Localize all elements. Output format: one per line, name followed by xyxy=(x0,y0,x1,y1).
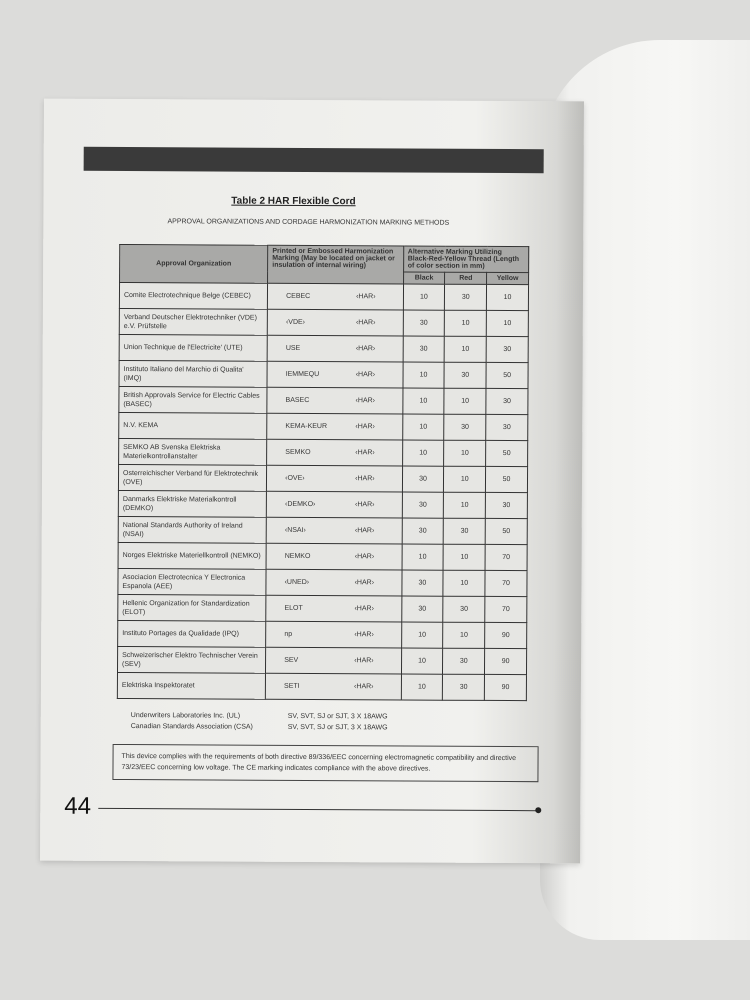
yellow-length: 50 xyxy=(486,440,528,466)
marking-code: SEV xyxy=(284,656,299,664)
yellow-length: 90 xyxy=(485,622,527,648)
red-length: 10 xyxy=(444,492,486,518)
table-title xyxy=(43,195,543,209)
yellow-length: 50 xyxy=(486,466,528,492)
black-length: 10 xyxy=(402,414,444,440)
yellow-length: 70 xyxy=(485,596,527,622)
red-length: 30 xyxy=(444,362,486,388)
black-length: 10 xyxy=(401,648,443,674)
har-mark: ‹HAR› xyxy=(354,683,374,691)
header-red: Red xyxy=(445,272,487,284)
other-org-spec: SV, SVT, SJ or SJT, 3 X 18AWG xyxy=(287,712,388,721)
har-mark: ‹HAR› xyxy=(355,397,376,405)
organization-cell: Union Technique de l'Electricite' (UTE) xyxy=(119,334,267,361)
black-length: 30 xyxy=(401,570,443,596)
table-title-text: Table 2 HAR Flexible Cord xyxy=(231,195,356,208)
har-mark: ‹HAR› xyxy=(355,345,376,353)
marking-cell xyxy=(266,647,402,674)
har-mark: ‹HAR› xyxy=(354,605,374,613)
marking-cell xyxy=(267,413,403,440)
yellow-length: 50 xyxy=(485,518,527,544)
black-length: 30 xyxy=(402,518,444,544)
red-length: 10 xyxy=(443,570,485,596)
red-length: 10 xyxy=(443,622,485,648)
black-length: 10 xyxy=(403,362,445,388)
table-row xyxy=(119,386,528,414)
marking-code: ‹OVE› xyxy=(285,474,305,482)
table-row xyxy=(119,282,528,310)
red-length: 10 xyxy=(445,310,487,336)
table-row xyxy=(118,464,527,492)
table-row xyxy=(119,412,528,440)
table-row xyxy=(119,438,528,466)
har-mark: ‹HAR› xyxy=(354,527,375,535)
organization-cell: N.V. KEMA xyxy=(119,412,267,439)
har-table xyxy=(117,244,529,701)
red-length: 10 xyxy=(443,544,485,570)
black-length: 30 xyxy=(401,596,443,622)
page-number: 44 xyxy=(64,792,92,820)
black-length: 10 xyxy=(402,440,444,466)
red-length: 30 xyxy=(445,284,487,310)
table-row xyxy=(118,490,527,518)
organization-cell: Schweizerischer Elektro Technischer Verein (SEV) xyxy=(117,646,265,673)
footer-rule xyxy=(98,808,538,811)
table-row xyxy=(118,542,527,570)
organization-cell: Instituto Portages da Qualidade (IPQ) xyxy=(118,620,266,647)
ce-compliance-notice: This device complies with the requirements of both directive 89/336/EEC concerning electromagnetic compatibility and directive 73/23/EEC concerning low voltage. The CE marking indicates compliance with the above directives. xyxy=(112,744,538,782)
marking-cell xyxy=(267,309,403,336)
marking-cell xyxy=(267,387,403,414)
red-length: 30 xyxy=(443,596,485,622)
marking-code: ‹UNED› xyxy=(284,578,310,586)
header-organization: Approval Organization xyxy=(120,244,268,283)
other-org-spec: SV, SVT, SJ or SJT, 3 X 18AWG xyxy=(287,723,388,732)
har-mark: ‹HAR› xyxy=(355,319,376,327)
black-length: 10 xyxy=(401,622,443,648)
yellow-length: 30 xyxy=(486,388,528,414)
table-row xyxy=(119,334,528,362)
yellow-length: 90 xyxy=(485,648,527,674)
organization-cell: Asociacion Electrotecnica Y Electronica Espanola (AEE) xyxy=(118,568,266,595)
table-row xyxy=(118,568,527,596)
organization-cell: Hellenic Organization for Standardization (ELOT) xyxy=(118,594,266,621)
har-mark: ‹HAR› xyxy=(355,423,375,431)
yellow-length: 30 xyxy=(486,414,528,440)
header-marking: Printed or Embossed Harmonization Marking (May be located on jacket or insulation of internal wiring) xyxy=(268,245,404,284)
red-length: 10 xyxy=(444,466,486,492)
black-length: 10 xyxy=(402,388,444,414)
header-yellow: Yellow xyxy=(487,272,529,284)
marking-code: SETI xyxy=(284,682,300,690)
yellow-length: 70 xyxy=(485,544,527,570)
header-black: Black xyxy=(403,272,445,284)
yellow-length: 30 xyxy=(485,492,527,518)
har-mark: ‹HAR› xyxy=(355,371,376,379)
har-mark: ‹HAR› xyxy=(354,553,375,561)
marking-cell xyxy=(267,439,403,466)
har-mark: ‹HAR› xyxy=(354,657,374,665)
black-length: 10 xyxy=(402,544,444,570)
red-length: 10 xyxy=(444,388,486,414)
organization-cell: Comite Electrotechnique Belge (CEBEC) xyxy=(119,282,267,309)
header-alternative: Alternative Marking Utilizing Black-Red-Yellow Thread (Length of color section in mm) xyxy=(403,246,529,273)
table-row xyxy=(118,516,527,544)
marking-code: CEBEC xyxy=(286,292,311,300)
marking-cell xyxy=(267,465,403,492)
footer-dot xyxy=(535,807,541,813)
marking-code: ‹NSAI› xyxy=(284,526,306,534)
black-length: 10 xyxy=(401,674,443,700)
marking-cell xyxy=(266,569,402,596)
organization-cell: British Approvals Service for Electric Cables (BASEC) xyxy=(119,386,267,413)
marking-code: ‹VDE› xyxy=(285,318,306,326)
yellow-length: 50 xyxy=(486,362,528,388)
red-length: 10 xyxy=(444,440,486,466)
other-organizations xyxy=(130,710,388,733)
table-row xyxy=(117,672,526,700)
yellow-length: 30 xyxy=(486,336,528,362)
black-length: 30 xyxy=(403,336,445,362)
table-subtitle: APPROVAL ORGANIZATIONS AND CORDAGE HARMONIZATION MARKING METHODS xyxy=(167,218,450,227)
marking-cell xyxy=(265,673,401,700)
organization-cell: SEMKO AB Svenska Elektriska Materielkontrollanstalter xyxy=(119,438,267,465)
table-row xyxy=(118,620,527,648)
marking-cell xyxy=(267,335,403,362)
red-length: 10 xyxy=(445,336,487,362)
har-mark: ‹HAR› xyxy=(354,631,374,639)
organization-cell: Norges Elektriske Materiellkontroll (NEMKO) xyxy=(118,542,266,569)
document-page xyxy=(40,99,584,864)
marking-code: IEMMEQU xyxy=(285,370,320,379)
other-org-name: Canadian Standards Association (CSA) xyxy=(130,723,253,731)
marking-code: USE xyxy=(285,344,301,352)
black-length: 30 xyxy=(402,492,444,518)
organization-cell: National Standards Authority of Ireland (NSAI) xyxy=(118,516,266,543)
marking-cell xyxy=(266,595,402,622)
organization-cell: Osterreichischer Verband für Elektrotechnik (OVE) xyxy=(118,464,266,491)
red-length: 30 xyxy=(444,414,486,440)
har-mark: ‹HAR› xyxy=(354,579,375,587)
organization-cell: Verband Deutscher Elektrotechniker (VDE) e.V. Prüfstelle xyxy=(119,308,267,335)
marking-code: NEMKO xyxy=(284,552,311,560)
other-org-row xyxy=(130,710,388,722)
marking-code: BASEC xyxy=(285,396,310,404)
marking-code: SEMKO xyxy=(285,448,311,456)
marking-code: ELOT xyxy=(284,604,303,612)
yellow-length: 10 xyxy=(487,284,529,310)
table-row xyxy=(118,594,527,622)
har-mark: ‹HAR› xyxy=(355,449,375,457)
red-length: 30 xyxy=(443,648,485,674)
black-length: 30 xyxy=(402,466,444,492)
yellow-length: 90 xyxy=(484,674,526,700)
marking-cell xyxy=(266,543,402,570)
marking-cell xyxy=(266,621,402,648)
black-length: 30 xyxy=(403,310,445,336)
table-row xyxy=(119,360,528,388)
yellow-length: 70 xyxy=(485,570,527,596)
marking-code: ‹DEMKO› xyxy=(284,500,316,509)
header-bar xyxy=(84,147,544,173)
har-mark: ‹HAR› xyxy=(354,501,375,509)
table-row xyxy=(119,308,528,336)
red-length: 30 xyxy=(444,518,486,544)
organization-cell: Instituto Italiano del Marchio di Qualita' (IMQ) xyxy=(119,360,267,387)
black-length: 10 xyxy=(403,284,445,310)
har-mark: ‹HAR› xyxy=(356,293,376,301)
organization-cell: Danmarks Elektriske Materialkontroll (DEMKO) xyxy=(118,490,266,517)
red-length: 30 xyxy=(443,674,485,700)
har-mark: ‹HAR› xyxy=(355,475,375,483)
other-org-row xyxy=(130,721,388,733)
marking-cell xyxy=(266,491,402,518)
marking-code: KEMA-KEUR xyxy=(285,422,328,431)
table-row xyxy=(117,646,526,674)
marking-cell xyxy=(267,361,403,388)
marking-cell xyxy=(266,517,402,544)
other-org-name: Underwriters Laboratories Inc. (UL) xyxy=(130,712,241,720)
organization-cell: Elektriska Inspektoratet xyxy=(117,672,265,699)
marking-code: np xyxy=(284,630,293,638)
yellow-length: 10 xyxy=(486,310,528,336)
marking-cell xyxy=(268,283,404,310)
